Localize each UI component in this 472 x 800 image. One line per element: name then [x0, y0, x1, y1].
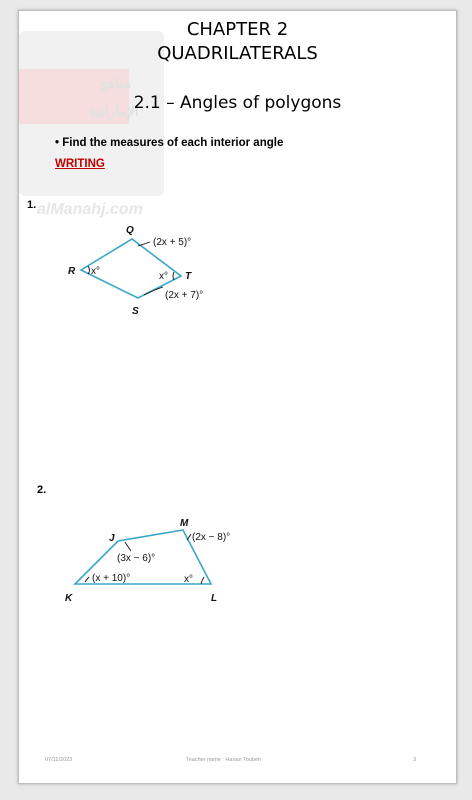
document-page	[18, 10, 457, 784]
angle-label-t: x°	[159, 271, 168, 282]
arc-t	[173, 272, 174, 280]
arc-m	[187, 534, 191, 540]
footer-teacher: Teacher name : Hanan Toubeh	[186, 757, 262, 763]
writing-label: WRITING	[55, 158, 105, 170]
problem-1-figure	[64, 216, 244, 321]
vertex-l: L	[211, 593, 218, 604]
problem-1-number: 1.	[27, 199, 37, 211]
angle-label-j: (3x − 6)°	[117, 553, 156, 564]
bullet-mark: •	[55, 137, 60, 149]
angle-label-l: x°	[184, 574, 193, 585]
vertex-t: T	[185, 271, 192, 282]
problem-2-number: 2.	[37, 484, 47, 496]
angle-label-k: (x + 10)°	[92, 573, 131, 584]
vertex-q: Q	[126, 225, 134, 236]
watermark-arabic-2: الإماراتية	[89, 103, 139, 119]
angle-label-q: (2x + 5)°	[153, 237, 192, 248]
chapter-topic: QUADRILATERALS	[157, 43, 318, 64]
footer-page-number: 3	[413, 757, 417, 763]
vertex-r: R	[68, 266, 76, 277]
instruction-text: Find the measures of each interior angle	[62, 137, 284, 149]
arc-s	[144, 287, 163, 295]
vertex-m: M	[180, 518, 189, 529]
instruction-line	[55, 137, 283, 149]
arc-j	[125, 542, 131, 551]
section-title: 2.1 – Angles of polygons	[133, 93, 342, 113]
vertex-s: S	[132, 306, 139, 317]
footer-date: 07/11/2023	[45, 757, 73, 763]
watermark-arabic-1: مناهج	[99, 75, 132, 91]
arc-l	[201, 577, 204, 584]
angle-label-m: (2x − 8)°	[192, 532, 231, 543]
chapter-title: CHAPTER 2	[186, 19, 289, 40]
angle-label-s: (2x + 7)°	[165, 290, 204, 301]
arc-k	[85, 577, 89, 582]
angle-label-r: x°	[91, 266, 100, 277]
vertex-j: J	[109, 533, 115, 544]
watermark-site: alManahj.com	[37, 201, 143, 218]
problem-2-figure	[59, 506, 259, 606]
vertex-k: K	[65, 593, 73, 604]
